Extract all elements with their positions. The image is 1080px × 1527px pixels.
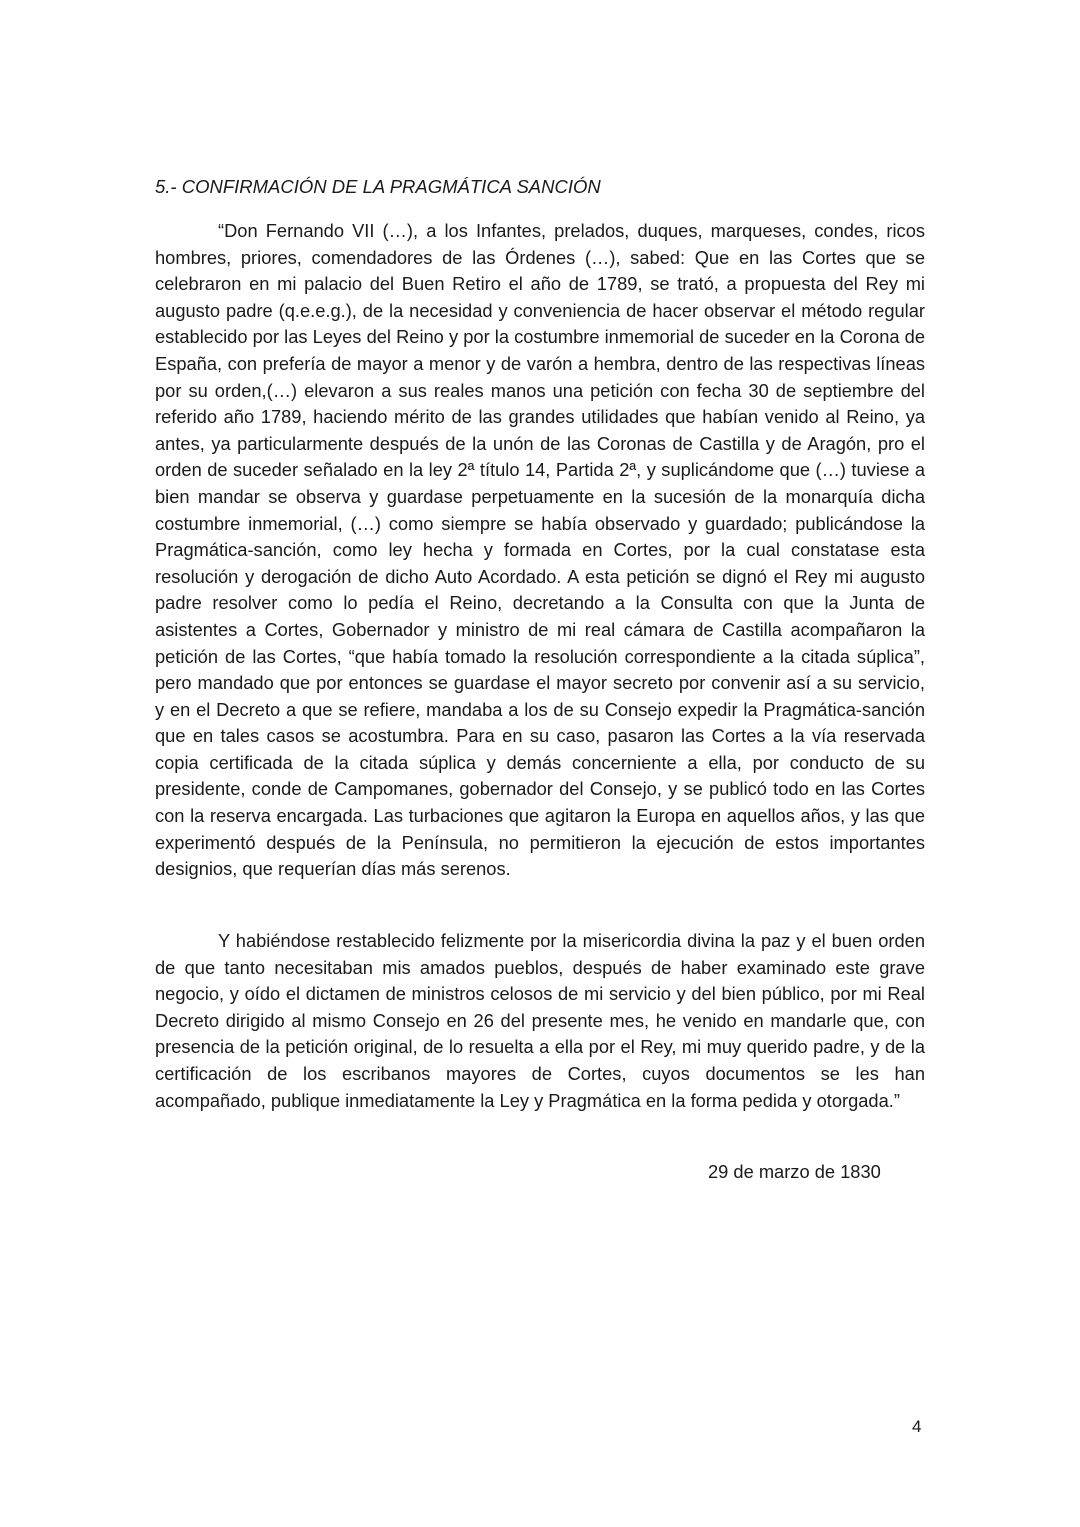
body-paragraph-2: Y habiéndose restablecido felizmente por la misericordia divina la paz y el buen orden de que tanto necesitaban mis amados pueblos, después de haber examinado este grave negocio, y oído el dictamen de ministros celosos de mi servicio y del bien público, por mi Real Decreto dirigido al mismo Consejo en 26 del presente mes, he venido en mandarle que, con presencia de la petición original, de lo resuelta a ella por el Rey, mi muy querido padre, y de la certificación de los escribanos mayores de Cortes, cuyos documentos se les han acompañado, publique inmediatamente la Ley y Pragmática en la forma pedida y otorgada.”: [155, 930, 925, 1111]
document-date: 29 de marzo de 1830: [708, 1161, 881, 1182]
body-paragraph-1: “Don Fernando VII (…), a los Infantes, prelados, duques, marqueses, condes, ricos hombres, priores, comendadores de las Órdenes (…), sabed: Que en las Cortes que se celebraron en mi palacio del Buen Retiro el año de 1789, se trató, a propuesta del Rey mi augusto padre (q.e.e.g.), de la necesidad y conveniencia de hacer observar el método regular establecido por las Leyes del Reino y por la costumbre inmemorial de suceder en la Corona de España, con prefería de mayor a menor y de varón a hembra, dentro de las respectivas líneas por su orden,(…) elevaron a sus reales manos una petición con fecha 30 de septiembre del referido año 1789, haciendo mérito de las grandes utilidades que habían venido al Reino, ya antes, ya particularmente después de la unón de las Coronas de Castilla y de Aragón, pro el orden de suceder señalado en la ley 2ª título 14, Partida 2ª, y suplicándome que (…) tuviese a bien mandar se observa y guardase perpetuamente en la sucesión de la monarquía dicha costumbre inmemorial, (…) como siempre se había observado y guardado; publicándose la Pragmática-sanción, como ley hecha y formada en Cortes, por la cual constatase esta resolución y derogación de dicho Auto Acordado. A esta petición se dignó el Rey mi augusto padre resolver como lo pedía el Reino, decretando a la Consulta con que la Junta de asistentes a Cortes, Gobernador y ministro de mi real cámara de Castilla acompañaron la petición de las Cortes, “que había tomado la resolución correspondiente a la citada súplica”, pero mandado que por entonces se guardase el mayor secreto por convenir así a su servicio, y en el Decreto a que se refiere, mandaba a los de su Consejo expedir la Pragmática-sanción que en tales casos se acostumbra. Para en su caso, pasaron las Cortes a la vía reservada copia certificada de la citada súplica y demás concerniente a ella, por conducto de su presidente, conde de Campomanes, gobernador del Consejo, y se publicó todo en las Cortes con la reserva encargada. Las turbaciones que agitaron la Europa en aquellos años, y las que experimentó después de la Península, no permitieron la ejecución de estos importantes designios, que requerían días más serenos.: [155, 220, 925, 880]
section-heading: 5.- CONFIRMACIÓN DE LA PRAGMÁTICA SANCIÓN: [155, 176, 601, 197]
page-number: 4: [912, 1417, 922, 1436]
